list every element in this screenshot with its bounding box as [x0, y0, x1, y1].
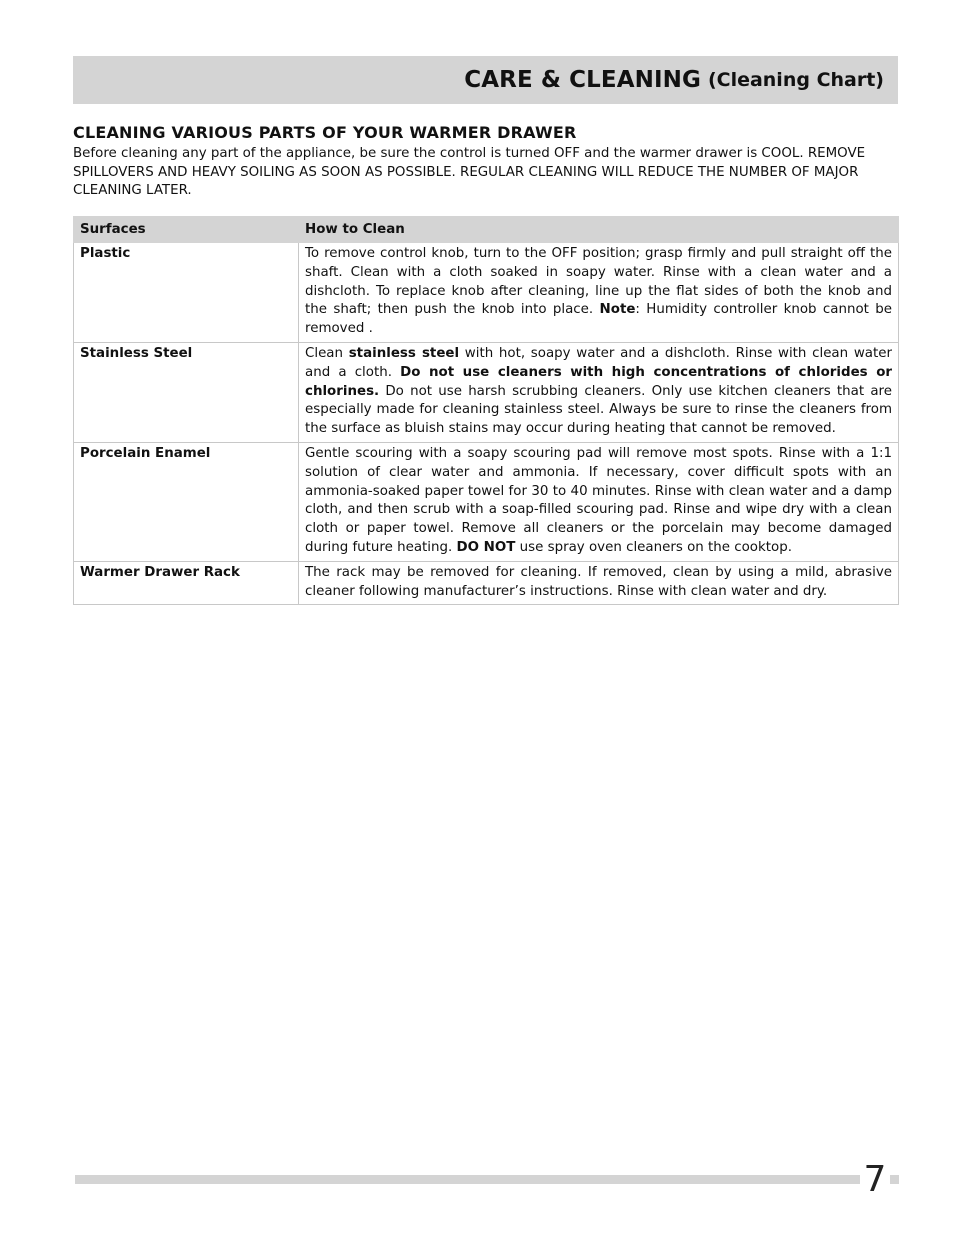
body-text: Do not use harsh scrubbing cleaners. Only use kitchen cleaners that are especially made for cleaning stainless steel. Always be sure to rinse the cleaners from the surface as bluish stains may occur during heating that cannot be removed.	[305, 383, 892, 437]
body-text: : Humidity controller knob cannot be removed .	[305, 302, 892, 337]
table-row	[74, 561, 899, 605]
table-body	[74, 243, 899, 605]
table-row	[74, 342, 899, 442]
emphasis-text: stainless steel	[348, 345, 460, 361]
how-to-clean-cell	[299, 442, 899, 561]
surface-cell: Porcelain Enamel	[74, 442, 299, 561]
body-text: with hot, soapy water and a dishcloth. Rinse with clean water and a cloth.	[305, 345, 892, 380]
how-to-clean-cell	[299, 342, 899, 442]
page-number: 7	[860, 1158, 890, 1202]
page-title: CARE & CLEANING	[464, 67, 701, 93]
header-how-to-clean: How to Clean	[299, 217, 899, 243]
surface-cell: Plastic	[74, 243, 299, 343]
how-to-clean-cell	[299, 561, 899, 605]
emphasis-text: Do not use cleaners with high concentrations of chlorides or chlorines.	[305, 364, 893, 399]
table-row	[74, 243, 899, 343]
body-text: Clean	[305, 345, 349, 361]
table-header-row	[74, 217, 899, 243]
body-text: use spray oven cleaners on the cooktop.	[515, 539, 792, 555]
how-to-clean-cell	[299, 243, 899, 343]
intro-paragraph: Before cleaning any part of the appliance, be sure the control is turned OFF and the warmer drawer is COOL. REMOVE SPILLOVERS AND HEAVY SOILING AS SOON AS POSSIBLE. REGULAR CLEANING WILL REDUCE THE NUMBER OF MAJOR CLEANING LATER.	[73, 146, 866, 198]
body-text: The rack may be removed for cleaning. If removed, clean by using a mild, abrasive cleaner following manufacturer’s instructions. Rinse with clean water and dry.	[305, 564, 892, 599]
emphasis-text: DO NOT	[456, 539, 516, 555]
header-bar	[73, 56, 898, 104]
header-surfaces: Surfaces	[74, 217, 299, 243]
table-row	[74, 442, 899, 561]
surface-cell: Stainless Steel	[74, 342, 299, 442]
body-text: To remove control knob, turn to the OFF position; grasp firmly and pull straight off the shaft. Clean with a cloth soaked in soapy water. Rinse with a clean water and a dishcloth. To replace knob after cleaning, line up the flat sides of both the knob and the shaft; then push the knob into place.	[305, 246, 892, 318]
cleaning-chart-table	[73, 216, 899, 605]
body-text: Gentle scouring with a soapy scouring pad will remove most spots. Rinse with a 1:1 solution of clear water and ammonia. If necessary, cover difficult spots with an ammonia-soaked paper towel for 30 to 40 minutes. Rinse with clean water and a damp cloth, and then scrub with a soap-filled scouring pad. Rinse and wipe dry with a clean cloth or paper towel. Remove all cleaners or the porcelain may become damaged during future heating.	[305, 445, 892, 555]
footer-rule	[75, 1175, 899, 1184]
surface-cell: Warmer Drawer Rack	[74, 561, 299, 605]
page-subtitle: (Cleaning Chart)	[707, 69, 884, 91]
section-title: CLEANING VARIOUS PARTS OF YOUR WARMER DRAWER	[73, 123, 577, 142]
emphasis-text: Note	[599, 302, 636, 318]
